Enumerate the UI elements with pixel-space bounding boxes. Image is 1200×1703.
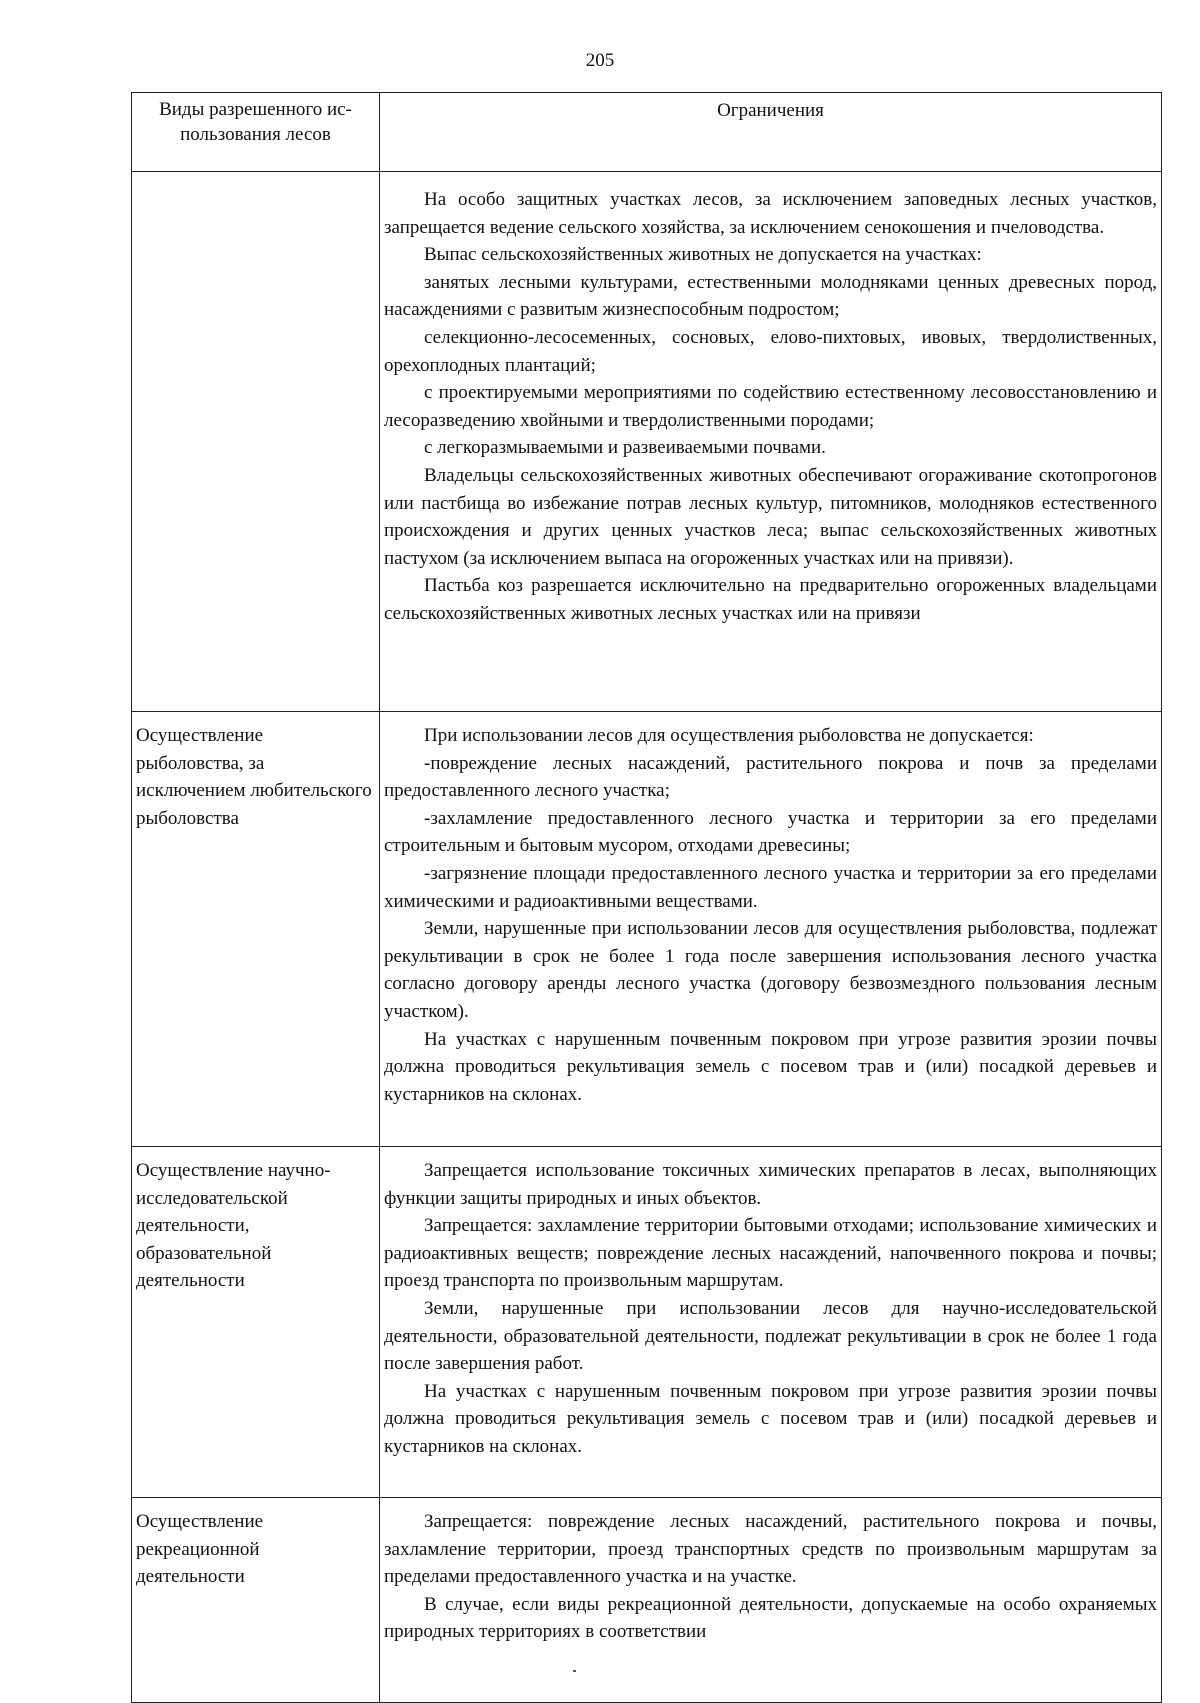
restriction-paragraph: Запрещается использование токсичных химических препаратов в лесах, выполняющих функции защиты природных и иных объектов. xyxy=(384,1160,1157,1209)
restriction-paragraph: Владельцы сельскохозяйственных животных обеспечивают огораживание скотопрогонов или пастбища во избежание потрав лесных культур, питомников, молодняков естественного происхождения и других ценных участков леса; выпас сельскохозяйственных животных пастухом (за исключением выпаса на огороженных участках или на привязи). xyxy=(384,464,1157,569)
restriction-paragraph: Запрещается: захламление территории бытовыми отходами; использование химических и радиоактивных веществ; повреждение лесных насаждений, напочвенного покрова и почвы; проезд транспорта по произвольным маршрутам. xyxy=(384,1215,1157,1292)
restriction-paragraph: -повреждение лесных насаждений, растительного покрова и почв за пределами предоставленного лесного участка; xyxy=(384,752,1157,802)
scan-artifact-dot xyxy=(573,1670,576,1672)
header-usage-types: Виды разрешенного ис-пользования лесов xyxy=(132,93,380,172)
restriction-paragraph: Земли, нарушенные при использовании лесов для научно-исследовательской деятельности, образовательной деятельности, подлежат рекультивации в срок не более 1 года после завершения работ. xyxy=(384,1297,1157,1375)
usage-kind-cell: Осуществление научно-исследовательской деятельности, образовательной деятельности xyxy=(132,1147,380,1498)
restriction-paragraph: занятых лесными культурами, естественными молодняками ценных древесных пород, насаждениями с развитым жизнеспособным подростом; xyxy=(384,271,1157,321)
restriction-paragraph: -загрязнение площади предоставленного лесного участка и территории за его пределами химическими и радиоактивными веществами. xyxy=(384,862,1157,912)
restriction-paragraph: При использовании лесов для осуществления рыболовства не допускается: xyxy=(424,725,1034,746)
restriction-paragraph: Выпас сельскохозяйственных животных не допускается на участках: xyxy=(424,244,982,266)
restriction-paragraph: с проектируемыми мероприятиями по содействию естественному лесовосстановлению и лесоразведению хвойными и твердолиственными породами; xyxy=(384,382,1157,431)
table-header-row xyxy=(132,93,1162,172)
table-row xyxy=(132,1498,1162,1703)
table-row xyxy=(132,712,1162,1147)
table-row xyxy=(132,1147,1162,1498)
restriction-paragraph: На особо защитных участках лесов, за исключением заповедных лесных участков, запрещается ведение сельского хозяйства, за исключением сенокошения и пчеловодства. xyxy=(384,189,1157,238)
restrictions-cell xyxy=(380,1498,1162,1703)
page-number: 205 xyxy=(585,50,615,71)
restrictions-cell xyxy=(380,712,1162,1147)
table-row xyxy=(132,172,1162,712)
restriction-paragraph: Пастьба коз разрешается исключительно на предварительно огороженных владельцами сельскохозяйственных животных лесных участках или на привязи xyxy=(384,575,1157,624)
restriction-paragraph: Земли, нарушенные при использовании лесов для осуществления рыболовства, подлежат рекультивации в срок не более 1 года после завершения использования лесного участка согласно договору аренды лесного участка (договору безвозмездного пользования лесным участком). xyxy=(384,918,1157,1022)
restriction-paragraph: На участках с нарушенным почвенным покровом при угрозе развития эрозии почвы должна проводиться рекультивация земель с посевом трав и (или) посадкой деревьев и кустарников на склонах. xyxy=(384,1380,1157,1457)
usage-kind-cell: Осуществление рыболовства, за исключением любительского рыболовства xyxy=(132,712,380,1147)
usage-kind-cell: Осуществление рекреационной деятельности xyxy=(132,1498,380,1703)
restriction-paragraph: На участках с нарушенным почвенным покровом при угрозе развития эрозии почвы должна проводиться рекультивация земель с посевом трав и (или) посадкой деревьев и кустарников на склонах. xyxy=(384,1028,1157,1105)
usage-kind-cell xyxy=(132,172,380,712)
restrictions-cell xyxy=(380,1147,1162,1498)
restriction-paragraph: селекционно-лесосеменных, сосновых, елово-пихтовых, ивовых, твердолиственных, орехоплодных плантаций; xyxy=(384,326,1157,376)
restrictions-cell xyxy=(380,172,1162,712)
restriction-paragraph: В случае, если виды рекреационной деятельности, допускаемые на особо охраняемых природных территориях в соответствии xyxy=(384,1593,1157,1643)
restriction-paragraph: -захламление предоставленного лесного участка и территории за его пределами строительным и бытовым мусором, отходами древесины; xyxy=(384,807,1157,857)
restriction-paragraph: Запрещается: повреждение лесных насаждений, растительного покрова и почвы, захламление территории, проезд транспортных средств по произвольным маршрутам за пределами предоставленного участка и на участке. xyxy=(384,1511,1157,1588)
header-restrictions: Ограничения xyxy=(380,93,1162,172)
restrictions-table xyxy=(131,92,1162,1703)
restriction-paragraph: с легкоразмываемыми и развеиваемыми почвами. xyxy=(424,437,826,459)
